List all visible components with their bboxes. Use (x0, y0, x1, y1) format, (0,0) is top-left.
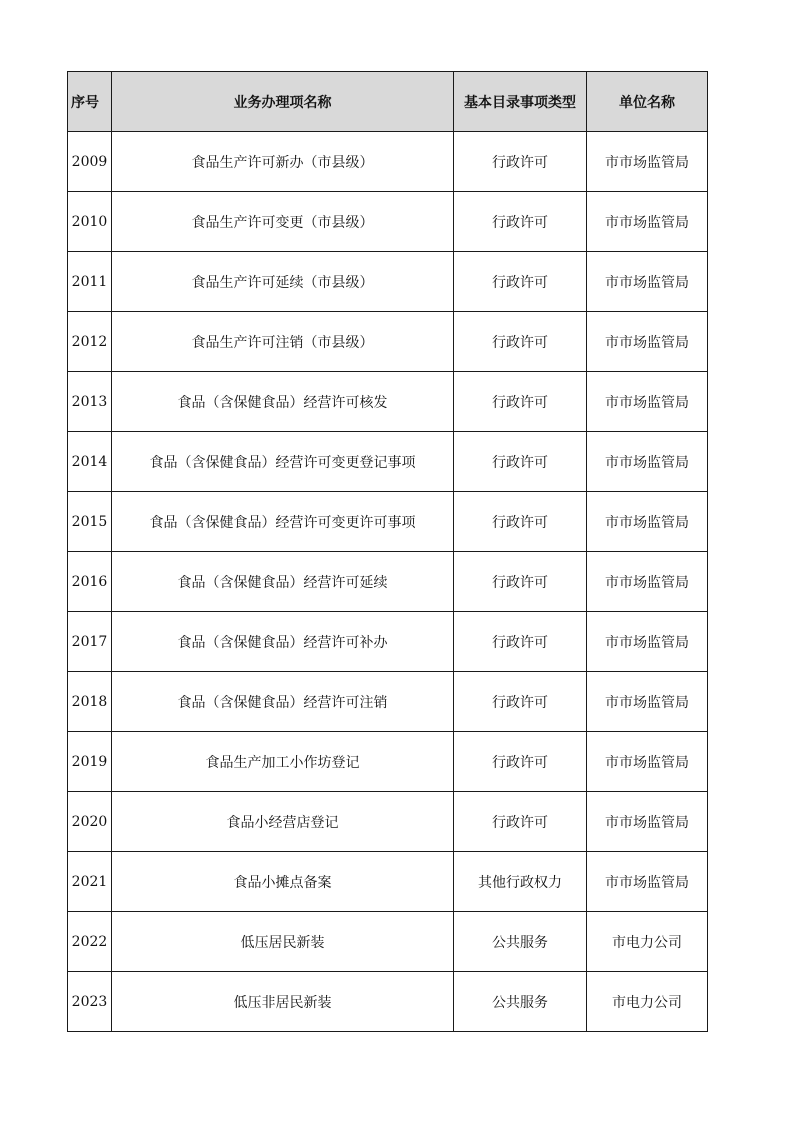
cell-serial-number: 2014 (68, 432, 112, 492)
cell-unit-name: 市市场监管局 (587, 132, 708, 192)
cell-unit-name: 市市场监管局 (587, 372, 708, 432)
cell-unit-name: 市市场监管局 (587, 192, 708, 252)
cell-unit-name: 市市场监管局 (587, 672, 708, 732)
cell-serial-number: 2010 (68, 192, 112, 252)
cell-item-name: 食品生产许可变更（市县级） (112, 192, 454, 252)
cell-item-type: 行政许可 (454, 312, 587, 372)
cell-item-type: 行政许可 (454, 552, 587, 612)
table-row (68, 672, 708, 732)
cell-item-type: 公共服务 (454, 912, 587, 972)
service-items-table (67, 71, 708, 1032)
table-row (68, 192, 708, 252)
cell-unit-name: 市市场监管局 (587, 252, 708, 312)
cell-item-type: 行政许可 (454, 732, 587, 792)
cell-item-name: 食品生产许可注销（市县级） (112, 312, 454, 372)
header-item-name: 业务办理项名称 (112, 72, 454, 132)
cell-serial-number: 2021 (68, 852, 112, 912)
table-row (68, 432, 708, 492)
header-row (68, 72, 708, 132)
cell-item-name: 低压非居民新装 (112, 972, 454, 1032)
cell-item-type: 行政许可 (454, 612, 587, 672)
cell-unit-name: 市市场监管局 (587, 312, 708, 372)
cell-unit-name: 市电力公司 (587, 912, 708, 972)
table-body (68, 132, 708, 1032)
table-header (68, 72, 708, 132)
cell-unit-name: 市电力公司 (587, 972, 708, 1032)
table-row (68, 132, 708, 192)
cell-item-type: 行政许可 (454, 192, 587, 252)
header-serial-number: 序号 (68, 72, 112, 132)
cell-unit-name: 市市场监管局 (587, 432, 708, 492)
cell-item-name: 食品（含保健食品）经营许可变更登记事项 (112, 432, 454, 492)
table-row (68, 852, 708, 912)
cell-item-type: 行政许可 (454, 492, 587, 552)
table-row (68, 312, 708, 372)
cell-serial-number: 2017 (68, 612, 112, 672)
cell-serial-number: 2012 (68, 312, 112, 372)
cell-item-name: 食品（含保健食品）经营许可核发 (112, 372, 454, 432)
header-item-type: 基本目录事项类型 (454, 72, 587, 132)
header-unit-name: 单位名称 (587, 72, 708, 132)
table-row (68, 792, 708, 852)
cell-serial-number: 2015 (68, 492, 112, 552)
cell-item-type: 行政许可 (454, 432, 587, 492)
table-row (68, 972, 708, 1032)
table-row (68, 912, 708, 972)
cell-serial-number: 2023 (68, 972, 112, 1032)
cell-item-name: 食品（含保健食品）经营许可注销 (112, 672, 454, 732)
cell-item-name: 食品生产许可延续（市县级） (112, 252, 454, 312)
cell-item-type: 其他行政权力 (454, 852, 587, 912)
table-row (68, 492, 708, 552)
table-row (68, 372, 708, 432)
cell-item-type: 行政许可 (454, 252, 587, 312)
table-row (68, 252, 708, 312)
cell-serial-number: 2022 (68, 912, 112, 972)
cell-item-type: 行政许可 (454, 672, 587, 732)
cell-serial-number: 2011 (68, 252, 112, 312)
table-row (68, 612, 708, 672)
cell-item-type: 行政许可 (454, 792, 587, 852)
table-row (68, 732, 708, 792)
cell-item-name: 食品（含保健食品）经营许可变更许可事项 (112, 492, 454, 552)
cell-unit-name: 市市场监管局 (587, 552, 708, 612)
cell-serial-number: 2019 (68, 732, 112, 792)
cell-item-name: 食品（含保健食品）经营许可延续 (112, 552, 454, 612)
cell-item-name: 食品小经营店登记 (112, 792, 454, 852)
cell-item-name: 低压居民新装 (112, 912, 454, 972)
table-row (68, 552, 708, 612)
cell-unit-name: 市市场监管局 (587, 492, 708, 552)
cell-serial-number: 2009 (68, 132, 112, 192)
cell-serial-number: 2018 (68, 672, 112, 732)
cell-item-name: 食品生产许可新办（市县级） (112, 132, 454, 192)
cell-unit-name: 市市场监管局 (587, 612, 708, 672)
cell-item-type: 行政许可 (454, 132, 587, 192)
cell-item-name: 食品生产加工小作坊登记 (112, 732, 454, 792)
cell-item-type: 公共服务 (454, 972, 587, 1032)
cell-item-name: 食品（含保健食品）经营许可补办 (112, 612, 454, 672)
cell-item-name: 食品小摊点备案 (112, 852, 454, 912)
cell-unit-name: 市市场监管局 (587, 732, 708, 792)
cell-serial-number: 2013 (68, 372, 112, 432)
cell-unit-name: 市市场监管局 (587, 792, 708, 852)
cell-serial-number: 2016 (68, 552, 112, 612)
cell-item-type: 行政许可 (454, 372, 587, 432)
cell-unit-name: 市市场监管局 (587, 852, 708, 912)
cell-serial-number: 2020 (68, 792, 112, 852)
